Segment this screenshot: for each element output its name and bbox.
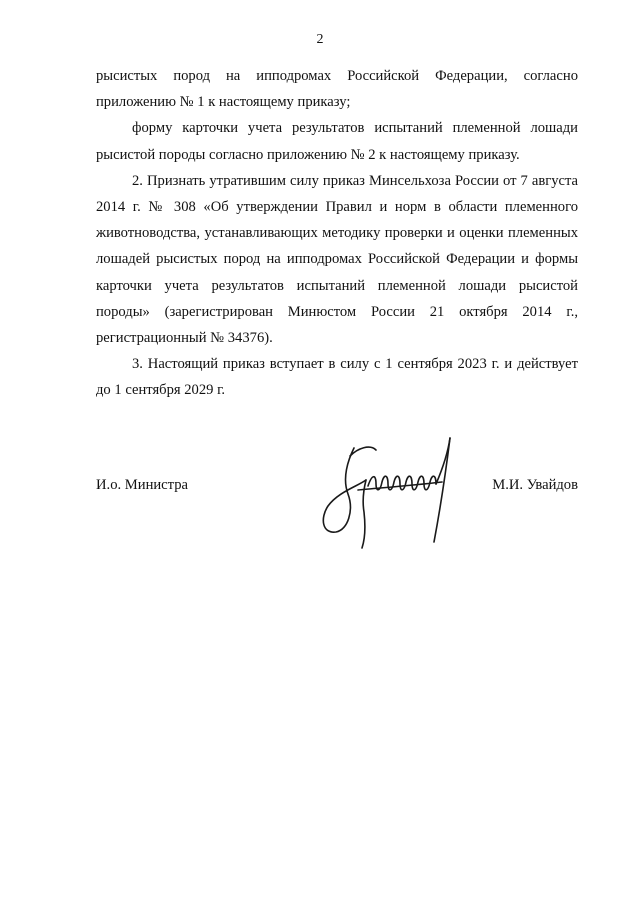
paragraph-continuation: рысистых пород на ипподромах Российской Федерации, согласно приложению № 1 к настоящему приказу; [96,68,578,111]
paragraph-repeal-order: 2. Признать утратившим силу приказ Минсельхоза России от 7 августа 2014 г. № 308 «Об утверждении Правил и норм в области племенного животноводства, устанавливающих методику проверки и оценки племенных лошадей рысистых пород на ипподромах Российской Федерации и формы карточки учета результатов испытаний племенной лошади рысистой породы» (зарегистрирован Минюстом России 21 октября 2014 г., регистрационный № 34376). [96,172,578,347]
document-body [96,63,578,404]
page-number: 2 [316,32,324,47]
signatory-name: М.И. Увайдов [492,477,578,493]
paragraph-effective-date: 3. Настоящий приказ вступает в силу с 1 сентября 2023 г. и действует до 1 сентября 2029 г. [96,356,578,399]
paragraph-card-form: форму карточки учета результатов испытаний племенной лошади рысистой породы согласно приложению № 2 к настоящему приказу. [96,120,578,163]
signature-block [96,474,578,496]
signatory-position: И.о. Министра [96,477,188,493]
